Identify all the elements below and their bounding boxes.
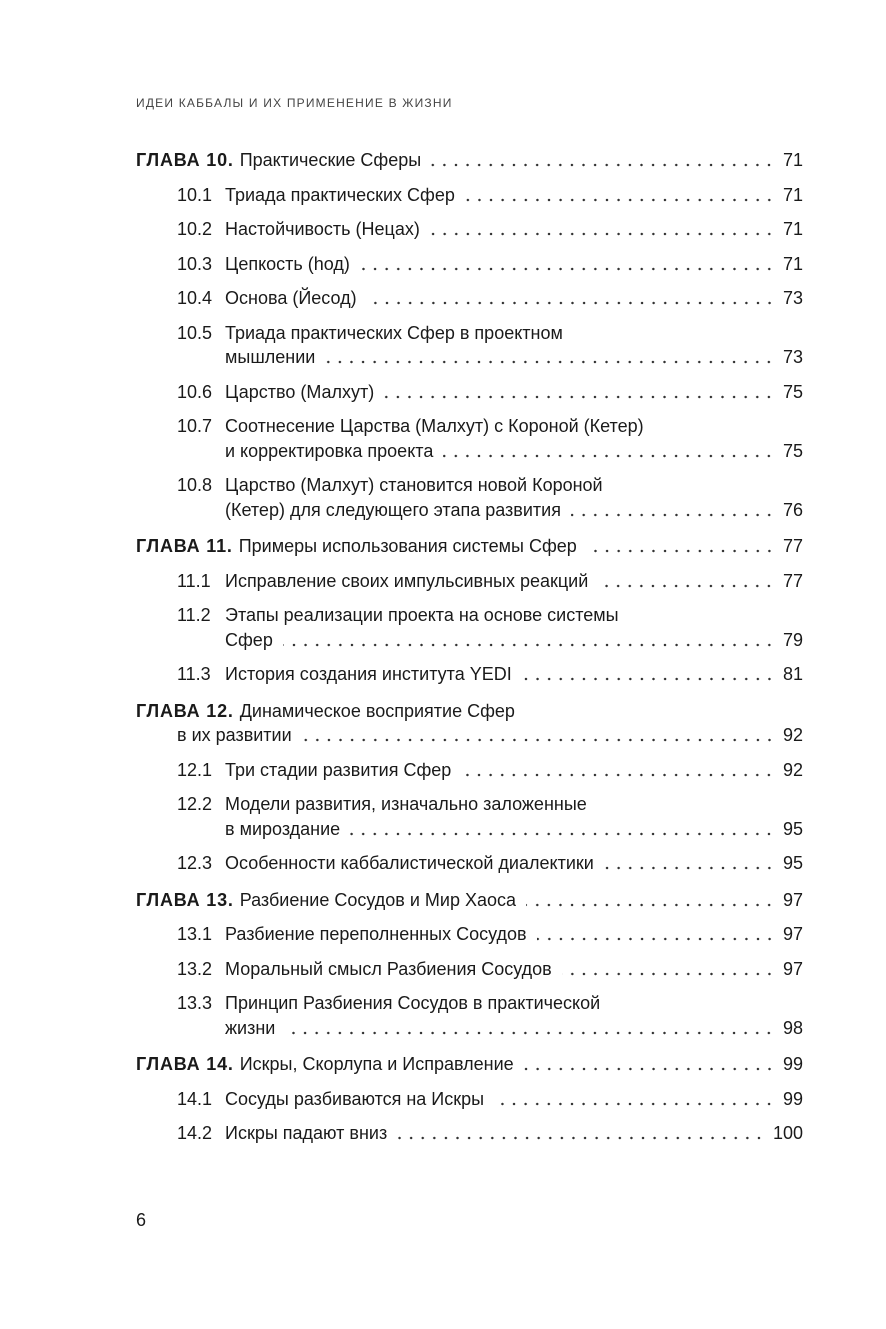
entry-title: мышлении: [225, 347, 316, 367]
chapter-entry[interactable]: [136, 534, 803, 559]
page-ref[interactable]: 79: [782, 629, 803, 650]
section-entry[interactable]: [136, 991, 803, 1040]
entry-title: Триада практических Сфер: [225, 184, 455, 205]
page-ref[interactable]: 73: [782, 347, 803, 367]
section-entry[interactable]: [136, 569, 803, 594]
dot-leader: [494, 1102, 775, 1106]
section-number: 10.7: [177, 416, 213, 436]
section-entry[interactable]: [136, 183, 803, 208]
page-ref[interactable]: 71: [782, 253, 803, 274]
entry-title: Примеры использования системы Сфер: [238, 536, 577, 556]
entry-title: Цепкость (hод): [225, 253, 350, 274]
page-ref[interactable]: 71: [782, 184, 803, 205]
section-number: 11.2: [177, 605, 211, 625]
dot-leader: [302, 738, 775, 742]
entry-line: [136, 851, 803, 876]
section-number: 13.1: [177, 924, 213, 944]
dot-leader: [537, 937, 775, 941]
entry-line: [136, 662, 803, 687]
entry-line: [136, 380, 803, 405]
entry-title: Искры, Скорлупа и Исправление: [239, 1054, 514, 1074]
page-ref[interactable]: 97: [782, 958, 803, 979]
entry-title: Царство (Малхут) становится новой Короной: [225, 475, 603, 495]
page-number: 6: [136, 1210, 147, 1230]
chapter-label: ГЛАВА 10.: [136, 150, 234, 170]
dot-leader: [598, 584, 775, 588]
entry-line: [136, 321, 803, 346]
section-number: 10.3: [177, 253, 213, 274]
chapter-label: ГЛАВА 11.: [136, 536, 233, 556]
chapter-group: [136, 534, 803, 687]
page-ref[interactable]: 95: [782, 853, 803, 873]
dot-leader: [367, 301, 775, 305]
entry-title: Соотнесение Царства (Малхут) с Короной (Кетер): [225, 416, 644, 436]
page-ref[interactable]: 97: [782, 924, 803, 944]
dot-leader: [522, 677, 775, 681]
page-ref[interactable]: 92: [782, 725, 803, 745]
entry-title: Настойчивость (Нецах): [225, 219, 420, 239]
chapter-entry[interactable]: [136, 699, 803, 748]
entry-line: [136, 252, 803, 277]
entry-line: [136, 473, 803, 498]
entry-line: [136, 1016, 803, 1041]
chapter-label: ГЛАВА 12.: [136, 700, 234, 721]
chapter-entry[interactable]: [136, 888, 803, 913]
entry-line: [136, 183, 803, 208]
entry-title: Практические Сферы: [239, 150, 422, 170]
dot-leader: [360, 267, 775, 271]
table-of-contents: [136, 148, 803, 1158]
section-entry[interactable]: [136, 792, 803, 841]
entry-line: [136, 1052, 803, 1077]
page-ref[interactable]: 71: [782, 150, 803, 170]
section-entry[interactable]: [136, 851, 803, 876]
entry-line: [136, 699, 803, 724]
section-entry[interactable]: [136, 1087, 803, 1112]
section-number: 10.5: [177, 322, 213, 343]
section-number: 13.3: [177, 993, 213, 1013]
entry-line: [136, 439, 803, 464]
dot-leader: [461, 773, 775, 777]
entry-line: [136, 991, 803, 1016]
dot-leader: [431, 163, 775, 167]
section-entry[interactable]: [136, 380, 803, 405]
section-entry[interactable]: [136, 414, 803, 463]
entry-line: [136, 888, 803, 913]
entry-line: [136, 286, 803, 311]
section-number: 10.2: [177, 219, 213, 239]
section-entry[interactable]: [136, 758, 803, 783]
section-entry[interactable]: [136, 252, 803, 277]
dot-leader: [397, 1136, 765, 1140]
chapter-label: ГЛАВА 14.: [136, 1054, 234, 1074]
section-entry[interactable]: [136, 286, 803, 311]
section-number: 11.1: [177, 570, 211, 591]
dot-leader: [443, 454, 775, 458]
entry-title: (Кетер) для следующего этапа развития: [225, 499, 561, 520]
dot-leader: [587, 549, 775, 553]
entry-title: в мироздание: [225, 818, 341, 839]
entry-line: [136, 345, 803, 370]
entry-title: и корректировка проекта: [225, 440, 434, 461]
entry-title: Исправление своих импульсивных реакций: [225, 570, 589, 591]
entry-title: Разбиение Сосудов и Мир Хаоса: [239, 889, 517, 910]
page-ref[interactable]: 77: [782, 536, 803, 556]
entry-title: в их развитии: [177, 725, 292, 745]
page-ref[interactable]: 81: [782, 664, 803, 684]
entry-title: жизни: [225, 1017, 276, 1038]
entry-title: Триада практических Сфер в проектном: [225, 322, 563, 343]
dot-leader: [285, 1031, 775, 1035]
chapter-group: [136, 1052, 803, 1146]
running-head: ИДЕИ КАББАЛЫ И ИХ ПРИМЕНЕНИЕ В ЖИЗНИ: [136, 96, 453, 110]
page-ref[interactable]: 99: [782, 1088, 803, 1109]
section-number: 10.1: [177, 184, 213, 205]
entry-line: [136, 792, 803, 817]
section-number: 10.6: [177, 381, 213, 402]
entry-title: Динамическое восприятие Сфер: [239, 700, 515, 721]
chapter-label: ГЛАВА 13.: [136, 889, 234, 910]
entry-line: [136, 758, 803, 783]
section-number: 12.2: [177, 794, 213, 814]
dot-leader: [283, 643, 775, 647]
entry-title: Принцип Разбиения Сосудов в практической: [225, 993, 601, 1013]
entry-title: Три стадии развития Сфер: [225, 759, 452, 780]
entry-line: [136, 1087, 803, 1112]
section-number: 10.4: [177, 288, 213, 308]
section-number: 11.3: [177, 664, 211, 684]
entry-title: Сосуды разбиваются на Искры: [225, 1088, 485, 1109]
page-ref[interactable]: 98: [782, 1017, 803, 1038]
dot-leader: [430, 232, 775, 236]
dot-leader: [604, 866, 775, 870]
section-entry[interactable]: [136, 1121, 803, 1146]
dot-leader: [384, 395, 775, 399]
page-ref[interactable]: 77: [782, 570, 803, 591]
section-entry[interactable]: [136, 662, 803, 687]
section-number: 13.2: [177, 958, 213, 979]
entry-line: [136, 1121, 803, 1146]
page-ref[interactable]: 92: [782, 759, 803, 780]
section-entry[interactable]: [136, 957, 803, 982]
entry-line: [136, 922, 803, 947]
page-ref[interactable]: 73: [782, 288, 803, 308]
entry-line: [136, 817, 803, 842]
entry-line: [136, 569, 803, 594]
entry-line: [136, 414, 803, 439]
section-entry[interactable]: [136, 217, 803, 242]
page-ref[interactable]: 76: [782, 499, 803, 520]
chapter-group: [136, 888, 803, 1041]
entry-title: История создания института YEDI: [225, 664, 512, 684]
entry-title: Особенности каббалистической диалектики: [225, 853, 594, 873]
section-number: 10.8: [177, 475, 213, 495]
page-ref[interactable]: 71: [782, 219, 803, 239]
chapter-entry[interactable]: [136, 1052, 803, 1077]
dot-leader: [562, 972, 775, 976]
page-ref[interactable]: 75: [782, 381, 803, 402]
entry-line: [136, 603, 803, 628]
entry-line: [136, 217, 803, 242]
page-ref[interactable]: 100: [772, 1123, 803, 1143]
entry-title: Этапы реализации проекта на основе системы: [225, 605, 619, 625]
chapter-group: [136, 148, 803, 522]
dot-leader: [325, 360, 775, 364]
entry-line: [136, 498, 803, 523]
entry-title: Моральный смысл Разбиения Сосудов: [225, 958, 552, 979]
entry-line: [136, 723, 803, 748]
dot-leader: [350, 832, 775, 836]
section-entry[interactable]: [136, 922, 803, 947]
chapter-entry[interactable]: [136, 148, 803, 173]
entry-title: Сфер: [225, 629, 273, 650]
section-number: 12.3: [177, 853, 213, 873]
entry-line: [136, 534, 803, 559]
entry-line: [136, 628, 803, 653]
page-ref[interactable]: 99: [782, 1054, 803, 1074]
dot-leader: [526, 903, 775, 907]
entry-title: Царство (Малхут): [225, 381, 375, 402]
section-number: 14.2: [177, 1123, 213, 1143]
dot-leader: [571, 513, 775, 517]
page-ref[interactable]: 75: [782, 440, 803, 461]
entry-line: [136, 148, 803, 173]
section-number: 14.1: [177, 1088, 213, 1109]
page-ref[interactable]: 97: [782, 889, 803, 910]
section-number: 12.1: [177, 759, 213, 780]
section-entry[interactable]: [136, 321, 803, 370]
dot-leader: [465, 198, 775, 202]
entry-title: Модели развития, изначально заложенные: [225, 794, 587, 814]
section-entry[interactable]: [136, 473, 803, 522]
dot-leader: [524, 1067, 775, 1071]
entry-title: Искры падают вниз: [225, 1123, 388, 1143]
entry-title: Основа (Йесод): [225, 288, 357, 308]
section-entry[interactable]: [136, 603, 803, 652]
page-ref[interactable]: 95: [782, 818, 803, 839]
chapter-group: [136, 699, 803, 876]
entry-title: Разбиение переполненных Сосудов: [225, 924, 527, 944]
entry-line: [136, 957, 803, 982]
